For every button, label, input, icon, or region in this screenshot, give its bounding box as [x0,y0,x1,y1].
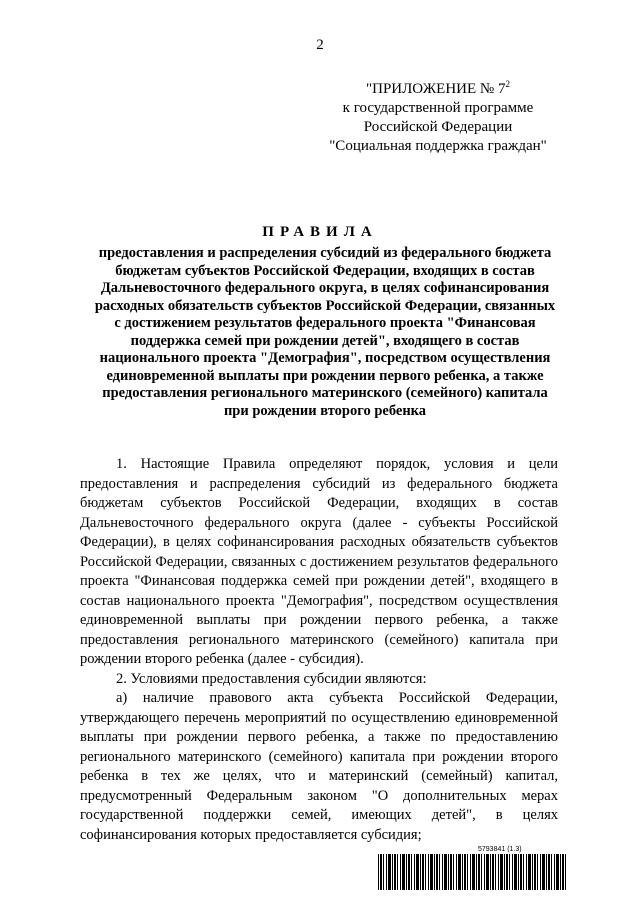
page-number: 2 [316,37,324,53]
paragraph-2: 2. Условиями предоставления субсидии являются: [116,670,427,687]
rules-heading: ПРАВИЛА [262,224,378,240]
paragraph-1: 1. Настоящие Правила определяют порядок, условия и цели предоставления и распределения субсидий из федерального бюджета бюджетам субъектов Российской Федерации, входящих в состав Дальневосточного федерального округа (далее - субъекты Российской Федерации), в целях софинансирования расходных обязательств субъектов Российской Федерации, связанных с достижением результатов федерального проекта "Финансовая поддержка семей при рождении детей", входящего в состав национального проекта "Демография", посредством осуществления единовременной выплаты при рождении первого ребенка, а также предоставления регионального материнского (семейного) капитала при рождении второго ребенка (далее - субсидия). [80,456,558,667]
barcode [378,845,568,890]
barcode-id: 5793841 (1.3) [478,846,522,853]
barcode-bars [378,854,568,890]
paragraph-2a: а) наличие правового акта субъекта Российской Федерации, утверждающего перечень мероприятий по осуществлению единовременной выплаты при рождении первого ребенка, а также по предоставлению регионального материнского (семейного) капитала при рождении второго ребенка в тех же целях, что и материнский (семейный) капитал, предусмотренный Федеральным законом "О дополнительных мерах государственной поддержки семей, имеющих детей", в целях софинансирования которых предоставляется субсидия; [80,690,558,843]
appendix-title [318,80,558,99]
appendix-line-program: к государственной программе [342,100,534,116]
appendix-line-program-name: "Социальная поддержка граждан" [329,138,547,154]
appendix-number-superscript: 2 [505,79,510,89]
body-text [80,455,558,845]
appendix-header [318,80,558,156]
appendix-line-country: Российской Федерации [363,119,513,135]
rules-subtitle: предоставления и распределения субсидий из федерального бюджета бюджетам субъектов Российской Федерации, входящих в состав Дальневосточного федерального округа, в целях софинансирования расходных обязательств субъектов Российской Федерации, связанных с достижением результатов федерального проекта "Финансовая поддержка семей при рождении детей", входящего в состав национального проекта "Демография", посредством осуществления единовременной выплаты при рождении первого ребенка, а также предоставления регионального материнского (семейного) капитала при рождении второго ребенка [94,245,556,419]
appendix-title-text: "ПРИЛОЖЕНИЕ № 7 [365,81,506,97]
